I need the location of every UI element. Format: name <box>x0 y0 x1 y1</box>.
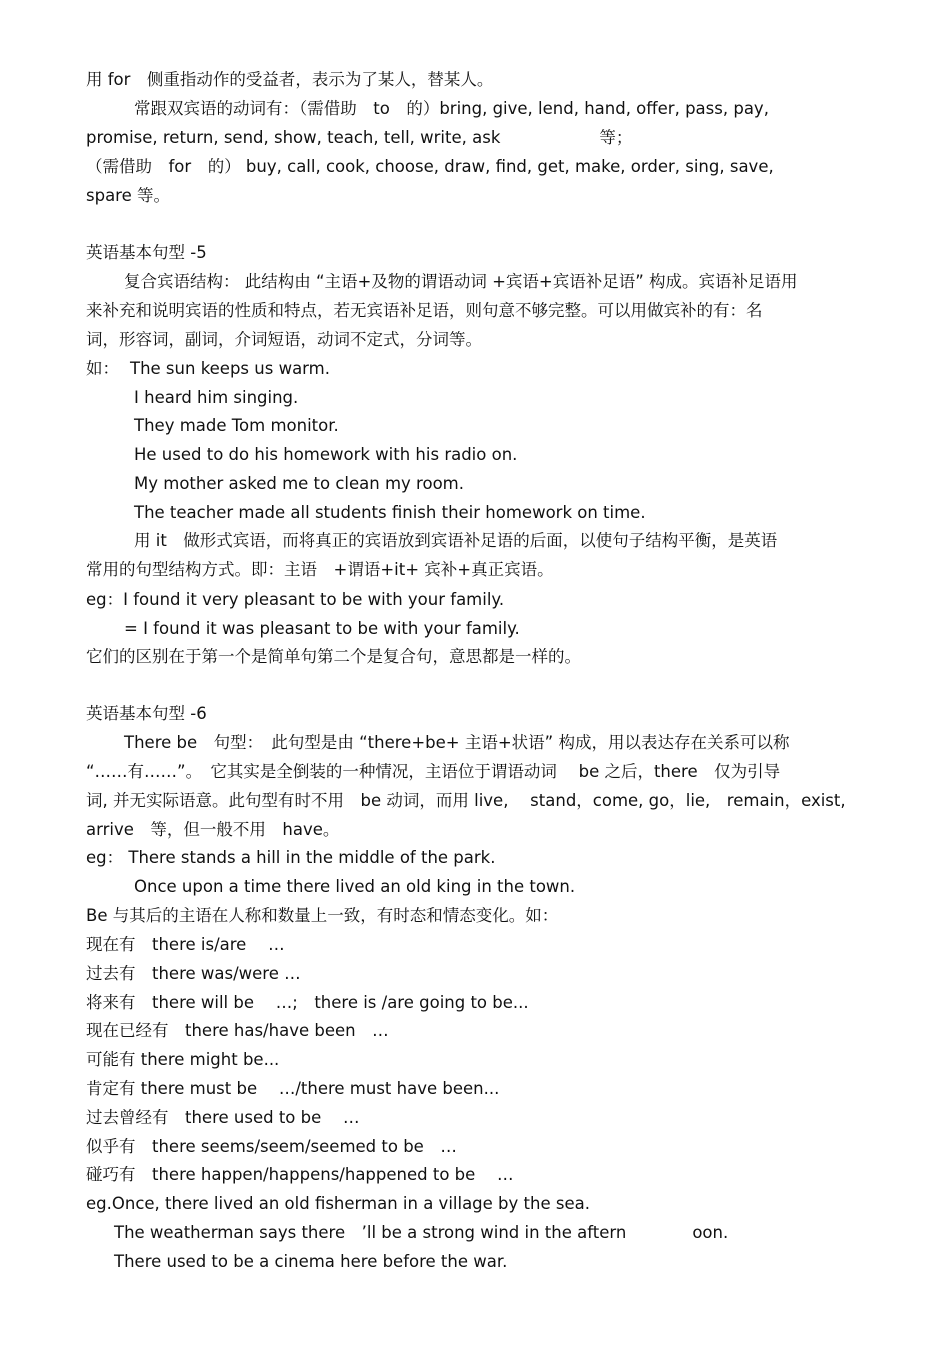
section5-para-line-3: 词，形容词，副词，介词短语，动词不定式，分词等。 <box>86 330 482 349</box>
section6-heading: 英语基本句型 -6 <box>86 704 207 723</box>
section6-eg-1: eg： There stands a hill in the middle of the park. <box>86 848 496 867</box>
section5-example-5: My mother asked me to clean my room. <box>134 474 464 493</box>
section5-it-line-2: 常用的句型结构方式。即：主语 +谓语+it+ 宾补+真正宾语。 <box>86 560 554 579</box>
section6-form-1: 现在有 there is/are … <box>86 935 285 954</box>
section5-example-3: They made Tom monitor. <box>134 416 339 435</box>
intro-line-5: spare 等。 <box>86 186 170 205</box>
section6-eg-2: Once upon a time there lived an old king in the town. <box>134 877 576 896</box>
section6-final-eg-1: eg.Once, there lived an old fisherman in a village by the sea. <box>86 1194 590 1213</box>
intro-line-4: （需借助 for 的） buy, call, cook, choose, draw, find, get, make, order, sing, save, <box>86 157 774 176</box>
section6-form-2: 过去有 there was/were … <box>86 964 301 983</box>
section5-example-1: The sun keeps us warm. <box>130 359 330 378</box>
section5-it-line-1: 用 it 做形式宾语，而将真正的宾语放到宾语补足语的后面，以使句子结构平衡，是英语 <box>134 531 778 550</box>
section6-form-4: 现在已经有 there has/have been … <box>86 1021 389 1040</box>
intro-line-3: promise, return, send, show, teach, tell, write, ask 等； <box>86 128 633 147</box>
section6-para-line-1: There be 句型： 此句型是由 “there+be+ 主语+状语” 构成，用以表达存在关系可以称 <box>124 733 790 752</box>
section5-heading: 英语基本句型 -5 <box>86 243 207 262</box>
section5-example-2: I heard him singing. <box>134 388 299 407</box>
section6-form-6: 肯定有 there must be …/there must have been... <box>86 1079 500 1098</box>
intro-line-1: 用 for 侧重指动作的受益者，表示为了某人，替某人。 <box>86 70 494 89</box>
section5-difference: 它们的区别在于第一个是简单句第二个是复合句，意思都是一样的。 <box>86 647 581 666</box>
section6-form-8: 似乎有 there seems/seem/seemed to be … <box>86 1137 457 1156</box>
section6-be-line: Be 与其后的主语在人称和数量上一致，有时态和情态变化。如： <box>86 906 559 925</box>
section6-para-line-3: 词, 并无实际语意。此句型有时不用 be 动词，而用 live, stand，come, go，lie, remain，exist, <box>86 791 846 810</box>
section6-form-9: 碰巧有 there happen/happens/happened to be … <box>86 1165 514 1184</box>
section6-form-3: 将来有 there will be …; there is /are going to be... <box>86 993 529 1012</box>
section6-para-line-2: “……有……”。 它其实是全倒装的一种情况，主语位于谓语动词 be 之后，there 仅为引导 <box>86 762 781 781</box>
section5-eg-2: = I found it was pleasant to be with your family. <box>124 619 520 638</box>
section5-example-6: The teacher made all students finish their homework on time. <box>134 503 646 522</box>
section5-eg-1: eg：I found it very pleasant to be with your family. <box>86 590 505 609</box>
section6-final-eg-2: The weatherman says there ’ll be a strong wind in the aftern oon. <box>114 1223 729 1242</box>
section6-final-eg-3: There used to be a cinema here before the war. <box>114 1252 508 1271</box>
section6-para-line-4: arrive 等，但一般不用 have。 <box>86 820 340 839</box>
section5-example-4: He used to do his homework with his radio on. <box>134 445 518 464</box>
section5-para-line-2: 来补充和说明宾语的性质和特点，若无宾语补足语，则句意不够完整。可以用做宾补的有：名 <box>86 301 763 320</box>
section6-form-7: 过去曾经有 there used to be … <box>86 1108 360 1127</box>
section6-form-5: 可能有 there might be... <box>86 1050 280 1069</box>
section5-example-label: 如： <box>86 359 119 378</box>
intro-line-2: 常跟双宾语的动词有：（需借助 to 的）bring, give, lend, hand, offer, pass, pay, <box>134 99 769 118</box>
section5-para-line-1: 复合宾语结构： 此结构由 “主语+及物的谓语动词 +宾语+宾语补足语” 构成。宾语补足语用 <box>124 272 798 291</box>
